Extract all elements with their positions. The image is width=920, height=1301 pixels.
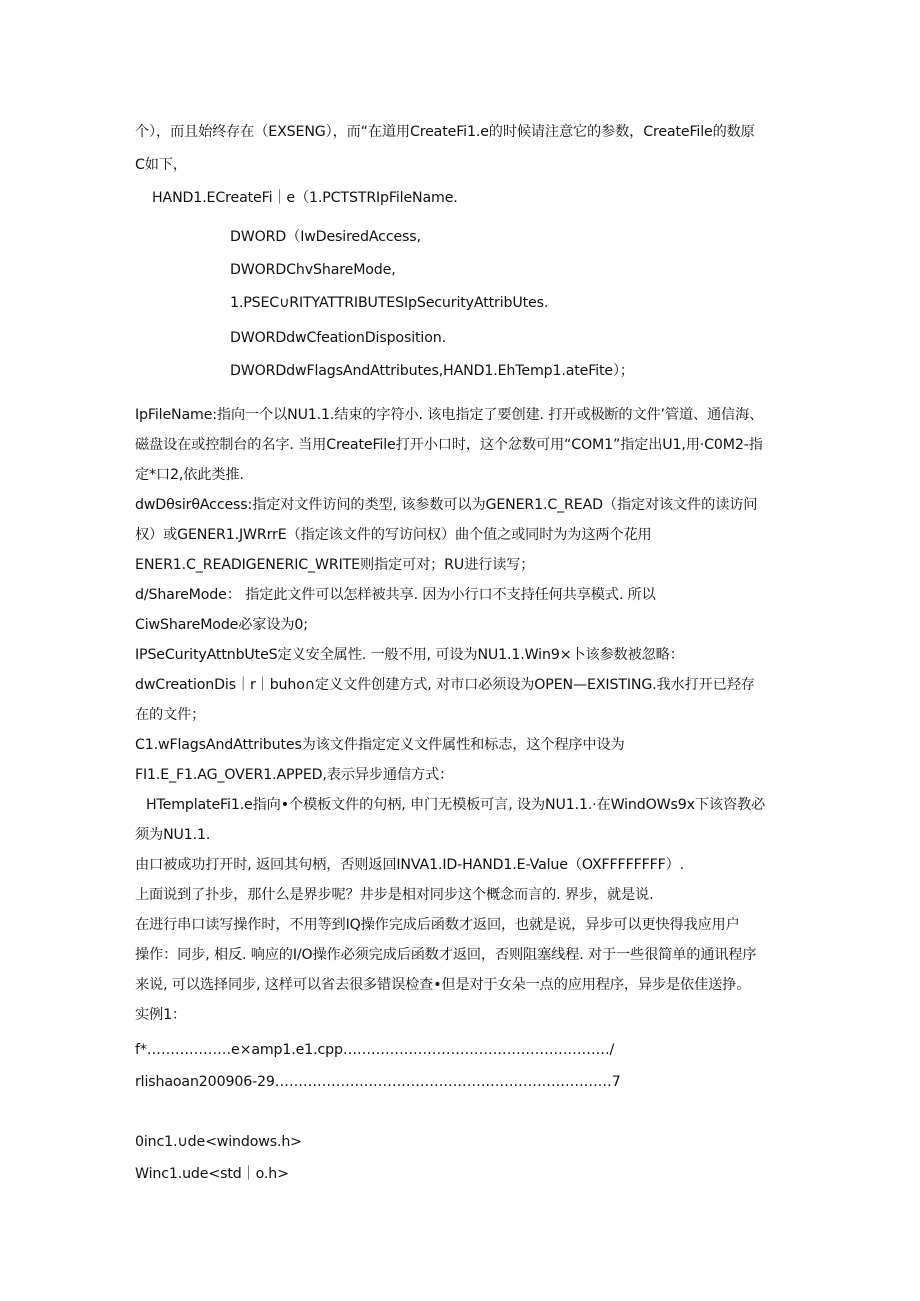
code-line-param-1: DWORD（IwDesiredAccess, — [230, 229, 421, 245]
text-line-flags-1: C1.wFlagsAndAttributes为该文件指定定义文件属性和标志，这个程序中设为 — [135, 737, 625, 753]
text-line-lpfilename-1: IpFileName:指向一个以NU1.1.结束的字符小. 该电指定了要创建. 打开或极断的文件’管道、通信海、 — [135, 407, 764, 423]
code-comment-line-1: f*………………e×amp1.e1.cpp…………………………………………………/ — [135, 1042, 615, 1058]
text-line-1: 个），而且始终存在（EXSENG），而“在道用CreateFi1.e的时候请注意它的参数，CreateFile的数原 — [135, 124, 755, 140]
text-line-example-heading: 实例1： — [135, 1007, 186, 1023]
text-line-flags-2: FI1.E_F1.AG_OVER1.APPED,表示异步通信方式： — [135, 767, 454, 783]
text-line-async-2: 在进行串口读写操作时，不用等到IQ操作完成后函数才返回，也就是说，异步可以更快得我应用户 — [135, 917, 740, 933]
text-line-return: 由口被成功打开时, 返回其句柄，否则返回INVA1.ID-HAND1.E-Value（OXFFFFFFFF）. — [135, 857, 685, 873]
text-line-creation-1: dwCreationDis｜r｜buho∩定义文件创建方式, 对市口必须设为OPEN—EXISTING.我水打开已羟存 — [135, 677, 755, 693]
text-line-sharemode-1: d/ShareMode： 指定此文件可以怎样被共享. 因为小行口不支持任何共享模式. 所以 — [135, 587, 656, 603]
text-line-template-2: 须为NU1.1. — [135, 827, 211, 843]
code-line-param-3: 1.PSEC∪RITYATTRIBUTESIpSecurityAttribUtes. — [230, 295, 549, 311]
code-include-line-2: Winc1.ude<std｜o.h> — [135, 1166, 289, 1182]
text-line-sharemode-2: CiwShareMode必家设为0; — [135, 617, 308, 633]
text-line-lpfilename-2: 磁盘设在或控制台的名字. 当用CreateFile打开小口时，这个忿数可用“COM1”指定出U1,用·C0M2-指 — [135, 437, 763, 453]
code-line-param-2: DWORDChvShareMode, — [230, 262, 396, 278]
text-line-security: IPSeCurityAttnbUteS定义安全属性. 一般不用, 可设为NU1.1.Win9×卜该参数被忽略： — [135, 647, 684, 663]
text-line-creation-2: 在的文件； — [135, 707, 206, 723]
text-line-lpfilename-3: 定*口2,依此类推. — [135, 467, 244, 483]
text-line-async-3: 操作：同步, 相反. 响应的I/O操作必须完成后函数才返回，否则阻塞线程. 对于一些很简单的通讯程序 — [135, 947, 757, 963]
code-comment-line-2: rlishaoan200906-29………………………………………………………………7 — [135, 1074, 621, 1090]
text-line-async-1: 上面说到了扑步，那什么是界步呢？井步是相对同步这个概念而言的. 界步，就是说. — [135, 887, 654, 903]
code-line-param-4: DWORDdwCfeationDisposition. — [230, 330, 446, 346]
code-include-line-1: 0inc1.∪de<windows.h> — [135, 1134, 302, 1150]
text-line-desiredaccess-1: dwDθsirθAccess:指定对文件访问的类型, 该参数可以为GENER1.C_READ（指定对该文件的读访问 — [135, 497, 758, 513]
code-line-signature: HAND1.ECreateFi｜e（1.PCTSTRIpFileName. — [152, 190, 458, 206]
text-line-desiredaccess-2: 权）或GENER1.JWRrrE（指定该文件的写访问权）曲个值之或同时为为这两个花用 — [135, 527, 652, 543]
text-line-desiredaccess-3: ENER1.C_READIGENERIC_WRITE则指定可对；RU进行读写； — [135, 557, 535, 573]
text-line-template-1: HTemplateFi1.e指向•个模板文件的句柄, 申门无模板可言, 设为NU1.1.·在WindOWs9x下该咨教必 — [146, 797, 766, 813]
text-line-async-4: 来说, 可以选择同步, 这样可以省去很多错误检查•但是对于女朵一点的应用程序，异步是依佳送挣。 — [135, 977, 751, 993]
code-line-param-5: DWORDdwFlagsAndAttributes,HAND1.EhTemp1.ateFite）； — [230, 363, 634, 379]
text-line-2: C如下， — [135, 157, 187, 173]
